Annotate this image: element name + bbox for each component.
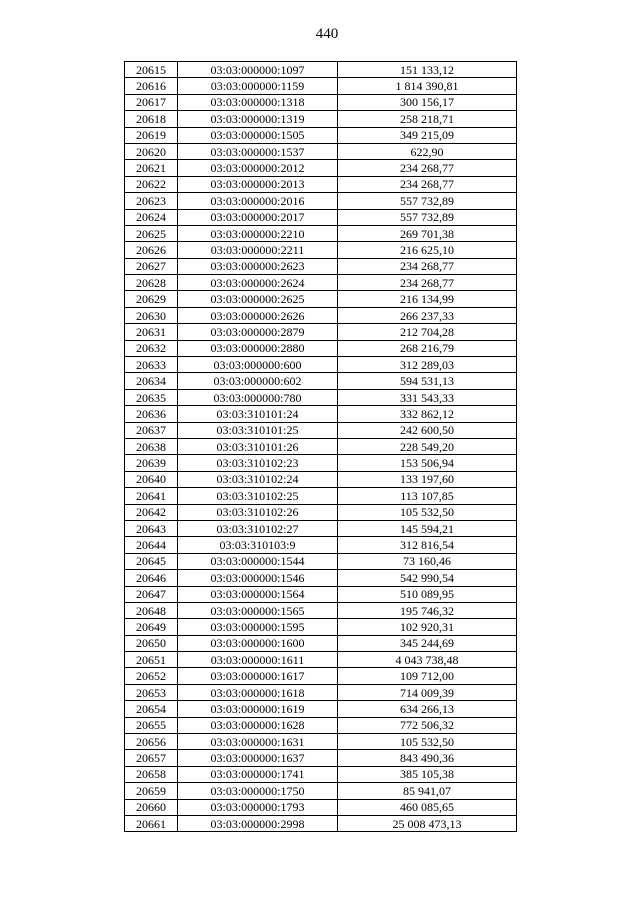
value-cell: 312 289,03 xyxy=(338,357,517,373)
row-number-cell: 20652 xyxy=(125,668,178,684)
cadastral-number-cell: 03:03:000000:1319 xyxy=(178,111,338,127)
table-row xyxy=(125,275,517,291)
value-cell: 113 107,85 xyxy=(338,488,517,504)
value-cell: 228 549,20 xyxy=(338,438,517,454)
table-row xyxy=(125,176,517,192)
table-row xyxy=(125,537,517,553)
value-cell: 331 543,33 xyxy=(338,389,517,405)
value-cell: 216 134,99 xyxy=(338,291,517,307)
value-cell: 268 216,79 xyxy=(338,340,517,356)
cadastral-number-cell: 03:03:000000:600 xyxy=(178,357,338,373)
value-cell: 385 105,38 xyxy=(338,766,517,782)
cadastral-number-cell: 03:03:000000:2016 xyxy=(178,193,338,209)
table-row xyxy=(125,488,517,504)
value-cell: 105 532,50 xyxy=(338,734,517,750)
table-row xyxy=(125,422,517,438)
value-cell: 212 704,28 xyxy=(338,324,517,340)
table-row xyxy=(125,127,517,143)
table-row xyxy=(125,94,517,110)
row-number-cell: 20620 xyxy=(125,143,178,159)
cadastral-number-cell: 03:03:000000:1505 xyxy=(178,127,338,143)
row-number-cell: 20640 xyxy=(125,471,178,487)
cadastral-number-cell: 03:03:000000:1159 xyxy=(178,78,338,94)
cadastral-number-cell: 03:03:000000:1631 xyxy=(178,734,338,750)
row-number-cell: 20657 xyxy=(125,750,178,766)
value-cell: 4 043 738,48 xyxy=(338,652,517,668)
table-row xyxy=(125,258,517,274)
table-row xyxy=(125,635,517,651)
table-row xyxy=(125,520,517,536)
table-row xyxy=(125,406,517,422)
value-cell: 772 506,32 xyxy=(338,717,517,733)
value-cell: 151 133,12 xyxy=(338,62,517,78)
table-row xyxy=(125,307,517,323)
row-number-cell: 20621 xyxy=(125,160,178,176)
cadastral-number-cell: 03:03:000000:1617 xyxy=(178,668,338,684)
table-row xyxy=(125,111,517,127)
row-number-cell: 20629 xyxy=(125,291,178,307)
value-cell: 73 160,46 xyxy=(338,553,517,569)
value-cell: 557 732,89 xyxy=(338,209,517,225)
table-row xyxy=(125,143,517,159)
row-number-cell: 20644 xyxy=(125,537,178,553)
row-number-cell: 20618 xyxy=(125,111,178,127)
row-number-cell: 20660 xyxy=(125,799,178,815)
value-cell: 153 506,94 xyxy=(338,455,517,471)
row-number-cell: 20631 xyxy=(125,324,178,340)
cadastral-number-cell: 03:03:000000:1619 xyxy=(178,701,338,717)
value-cell: 266 237,33 xyxy=(338,307,517,323)
table-row xyxy=(125,570,517,586)
value-cell: 1 814 390,81 xyxy=(338,78,517,94)
cadastral-number-cell: 03:03:310101:24 xyxy=(178,406,338,422)
cadastral-number-cell: 03:03:000000:2880 xyxy=(178,340,338,356)
row-number-cell: 20623 xyxy=(125,193,178,209)
table-row xyxy=(125,799,517,815)
table-row xyxy=(125,504,517,520)
cadastral-number-cell: 03:03:000000:1600 xyxy=(178,635,338,651)
row-number-cell: 20635 xyxy=(125,389,178,405)
value-cell: 714 009,39 xyxy=(338,684,517,700)
table-row xyxy=(125,62,517,78)
value-cell: 557 732,89 xyxy=(338,193,517,209)
row-number-cell: 20616 xyxy=(125,78,178,94)
page-number: 440 xyxy=(315,26,339,42)
cadastral-number-cell: 03:03:310102:25 xyxy=(178,488,338,504)
value-cell: 510 089,95 xyxy=(338,586,517,602)
value-cell: 234 268,77 xyxy=(338,160,517,176)
cadastral-number-cell: 03:03:000000:2017 xyxy=(178,209,338,225)
row-number-cell: 20630 xyxy=(125,307,178,323)
table-row xyxy=(125,242,517,258)
table-row xyxy=(125,717,517,733)
value-cell: 85 941,07 xyxy=(338,783,517,799)
value-cell: 634 266,13 xyxy=(338,701,517,717)
cadastral-number-cell: 03:03:310102:24 xyxy=(178,471,338,487)
row-number-cell: 20656 xyxy=(125,734,178,750)
table-row xyxy=(125,471,517,487)
row-number-cell: 20615 xyxy=(125,62,178,78)
cadastral-value-table xyxy=(124,61,517,832)
cadastral-number-cell: 03:03:000000:1741 xyxy=(178,766,338,782)
table-row xyxy=(125,225,517,241)
table-row xyxy=(125,78,517,94)
cadastral-number-cell: 03:03:000000:2210 xyxy=(178,225,338,241)
row-number-cell: 20634 xyxy=(125,373,178,389)
cadastral-number-cell: 03:03:000000:1611 xyxy=(178,652,338,668)
cadastral-number-cell: 03:03:000000:2626 xyxy=(178,307,338,323)
table-row xyxy=(125,734,517,750)
row-number-cell: 20655 xyxy=(125,717,178,733)
table-row xyxy=(125,619,517,635)
row-number-cell: 20661 xyxy=(125,815,178,831)
cadastral-number-cell: 03:03:000000:602 xyxy=(178,373,338,389)
row-number-cell: 20638 xyxy=(125,438,178,454)
value-cell: 312 816,54 xyxy=(338,537,517,553)
table-body xyxy=(125,62,517,832)
value-cell: 258 218,71 xyxy=(338,111,517,127)
row-number-cell: 20628 xyxy=(125,275,178,291)
value-cell: 25 008 473,13 xyxy=(338,815,517,831)
table-row xyxy=(125,389,517,405)
table-row xyxy=(125,193,517,209)
value-cell: 460 085,65 xyxy=(338,799,517,815)
value-cell: 332 862,12 xyxy=(338,406,517,422)
row-number-cell: 20643 xyxy=(125,520,178,536)
table-row xyxy=(125,324,517,340)
cadastral-number-cell: 03:03:000000:1618 xyxy=(178,684,338,700)
row-number-cell: 20659 xyxy=(125,783,178,799)
cadastral-number-cell: 03:03:000000:2211 xyxy=(178,242,338,258)
cadastral-number-cell: 03:03:000000:1097 xyxy=(178,62,338,78)
cadastral-number-cell: 03:03:000000:1546 xyxy=(178,570,338,586)
row-number-cell: 20622 xyxy=(125,176,178,192)
row-number-cell: 20641 xyxy=(125,488,178,504)
row-number-cell: 20626 xyxy=(125,242,178,258)
cadastral-number-cell: 03:03:310101:26 xyxy=(178,438,338,454)
cadastral-number-cell: 03:03:000000:1544 xyxy=(178,553,338,569)
cadastral-number-cell: 03:03:000000:1318 xyxy=(178,94,338,110)
cadastral-number-cell: 03:03:000000:1628 xyxy=(178,717,338,733)
table-row xyxy=(125,160,517,176)
table-row xyxy=(125,291,517,307)
value-cell: 300 156,17 xyxy=(338,94,517,110)
cadastral-number-cell: 03:03:000000:1637 xyxy=(178,750,338,766)
table-row xyxy=(125,373,517,389)
row-number-cell: 20647 xyxy=(125,586,178,602)
table-row xyxy=(125,586,517,602)
cadastral-number-cell: 03:03:000000:2013 xyxy=(178,176,338,192)
value-cell: 843 490,36 xyxy=(338,750,517,766)
value-cell: 345 244,69 xyxy=(338,635,517,651)
table-row xyxy=(125,602,517,618)
value-cell: 102 920,31 xyxy=(338,619,517,635)
table-row xyxy=(125,455,517,471)
table-row xyxy=(125,701,517,717)
row-number-cell: 20645 xyxy=(125,553,178,569)
cadastral-number-cell: 03:03:000000:2624 xyxy=(178,275,338,291)
row-number-cell: 20637 xyxy=(125,422,178,438)
row-number-cell: 20633 xyxy=(125,357,178,373)
row-number-cell: 20653 xyxy=(125,684,178,700)
cadastral-number-cell: 03:03:000000:780 xyxy=(178,389,338,405)
cadastral-number-cell: 03:03:310102:27 xyxy=(178,520,338,536)
row-number-cell: 20619 xyxy=(125,127,178,143)
cadastral-number-cell: 03:03:000000:2623 xyxy=(178,258,338,274)
table-row xyxy=(125,553,517,569)
cadastral-number-cell: 03:03:000000:2012 xyxy=(178,160,338,176)
row-number-cell: 20642 xyxy=(125,504,178,520)
row-number-cell: 20649 xyxy=(125,619,178,635)
value-cell: 234 268,77 xyxy=(338,258,517,274)
cadastral-number-cell: 03:03:000000:2879 xyxy=(178,324,338,340)
value-cell: 234 268,77 xyxy=(338,176,517,192)
value-cell: 109 712,00 xyxy=(338,668,517,684)
value-cell: 542 990,54 xyxy=(338,570,517,586)
cadastral-number-cell: 03:03:000000:1537 xyxy=(178,143,338,159)
table-row xyxy=(125,357,517,373)
row-number-cell: 20658 xyxy=(125,766,178,782)
table-row xyxy=(125,438,517,454)
cadastral-number-cell: 03:03:000000:2998 xyxy=(178,815,338,831)
row-number-cell: 20646 xyxy=(125,570,178,586)
value-cell: 133 197,60 xyxy=(338,471,517,487)
cadastral-number-cell: 03:03:000000:2625 xyxy=(178,291,338,307)
cadastral-number-cell: 03:03:000000:1565 xyxy=(178,602,338,618)
value-cell: 195 746,32 xyxy=(338,602,517,618)
table-row xyxy=(125,815,517,831)
table-row xyxy=(125,684,517,700)
table-row xyxy=(125,668,517,684)
row-number-cell: 20624 xyxy=(125,209,178,225)
table-row xyxy=(125,209,517,225)
cadastral-number-cell: 03:03:310102:23 xyxy=(178,455,338,471)
cadastral-number-cell: 03:03:310102:26 xyxy=(178,504,338,520)
cadastral-number-cell: 03:03:000000:1750 xyxy=(178,783,338,799)
value-cell: 622,90 xyxy=(338,143,517,159)
table-row xyxy=(125,652,517,668)
table-row xyxy=(125,340,517,356)
value-cell: 594 531,13 xyxy=(338,373,517,389)
row-number-cell: 20627 xyxy=(125,258,178,274)
row-number-cell: 20636 xyxy=(125,406,178,422)
cadastral-number-cell: 03:03:310101:25 xyxy=(178,422,338,438)
row-number-cell: 20650 xyxy=(125,635,178,651)
table-row xyxy=(125,783,517,799)
row-number-cell: 20617 xyxy=(125,94,178,110)
value-cell: 145 594,21 xyxy=(338,520,517,536)
cadastral-number-cell: 03:03:000000:1564 xyxy=(178,586,338,602)
cadastral-number-cell: 03:03:310103:9 xyxy=(178,537,338,553)
row-number-cell: 20648 xyxy=(125,602,178,618)
row-number-cell: 20651 xyxy=(125,652,178,668)
value-cell: 242 600,50 xyxy=(338,422,517,438)
cadastral-number-cell: 03:03:000000:1793 xyxy=(178,799,338,815)
value-cell: 349 215,09 xyxy=(338,127,517,143)
row-number-cell: 20625 xyxy=(125,225,178,241)
cadastral-number-cell: 03:03:000000:1595 xyxy=(178,619,338,635)
value-cell: 234 268,77 xyxy=(338,275,517,291)
value-cell: 269 701,38 xyxy=(338,225,517,241)
row-number-cell: 20654 xyxy=(125,701,178,717)
table-row xyxy=(125,766,517,782)
row-number-cell: 20639 xyxy=(125,455,178,471)
value-cell: 105 532,50 xyxy=(338,504,517,520)
table-row xyxy=(125,750,517,766)
row-number-cell: 20632 xyxy=(125,340,178,356)
value-cell: 216 625,10 xyxy=(338,242,517,258)
